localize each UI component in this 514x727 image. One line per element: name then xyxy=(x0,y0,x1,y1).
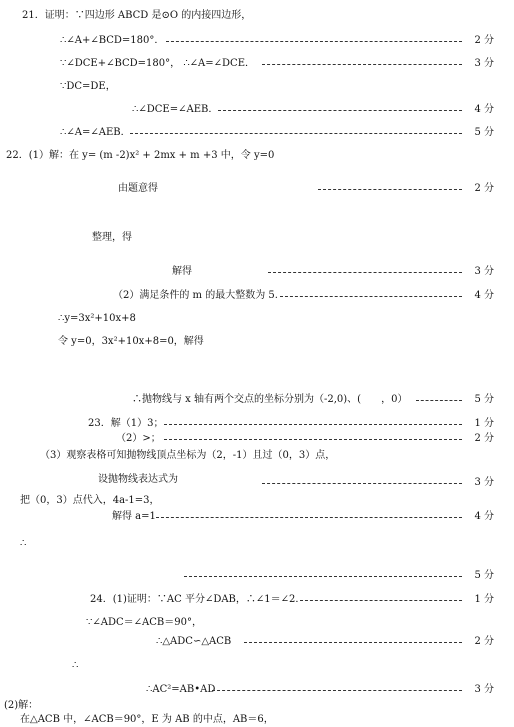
q24-step-b: ∴△ADC∽△ACB xyxy=(156,636,232,647)
q23-step-c: 设抛物线表达式为 xyxy=(98,474,178,485)
q24-step-c: ∴ xyxy=(72,660,79,671)
score-label: 1 分 xyxy=(474,418,494,429)
score-label: 4 分 xyxy=(474,104,494,115)
score-leader-13 xyxy=(184,570,494,582)
score-leader-14 xyxy=(300,594,494,606)
q23-step-f: ∴ xyxy=(20,538,27,549)
q22-step-d: （2）满足条件的 m 的最大整数为 5. xyxy=(113,290,278,301)
score-leader-7 xyxy=(280,290,494,302)
q22-step-f: 令 y=0，3x²+10x+8=0，解得 xyxy=(58,336,204,347)
score-leader-2 xyxy=(262,58,494,70)
score-label: 4 分 xyxy=(474,290,494,301)
score-label: 3 分 xyxy=(474,684,494,695)
q24-step-e: (2)解： xyxy=(4,700,39,711)
score-label: 3 分 xyxy=(474,477,494,488)
score-leader-1 xyxy=(166,35,494,47)
score-label: 2 分 xyxy=(474,433,494,444)
score-leader-15 xyxy=(244,636,494,648)
q22-step-b: 整理，得 xyxy=(92,232,132,243)
q21-heading: 21．证明：∵四边形 ABCD 是⊙O 的内接四边形， xyxy=(22,10,252,21)
score-label: 1 分 xyxy=(474,594,494,605)
q22-step-g: ∴抛物线与 x 轴有两个交点的坐标分别为（-2,0)、( ，0） xyxy=(132,394,408,405)
score-label: 5 分 xyxy=(474,394,494,405)
score-label: 3 分 xyxy=(474,266,494,277)
q23-step-d: 把（0，3）点代入，4a-1=3， xyxy=(20,495,160,506)
q22-step-e: ∴y=3x²+10x+8 xyxy=(58,313,136,324)
score-leader-3 xyxy=(218,104,494,116)
score-leader-5 xyxy=(318,183,494,195)
q21-step-b: ∵∠DCE+∠BCD=180°， ∴∠A=∠DCE． xyxy=(60,58,256,69)
score-leader-12 xyxy=(156,511,494,523)
score-label: 4 分 xyxy=(474,511,494,522)
score-label: 3 分 xyxy=(474,58,494,69)
q22-heading: 22．(1）解：在 y= (m -2)x² + 2mx + m +3 中，令 y=0 xyxy=(6,150,275,161)
q24-step-f: 在△ACB 中，∠ACB＝90°，E 为 AB 的中点，AB＝6， xyxy=(20,714,274,725)
score-leader-16 xyxy=(212,684,494,696)
q21-step-a: ∴∠A+∠BCD=180°． xyxy=(60,35,165,46)
q22-step-a: 由题意得 xyxy=(118,183,158,194)
q23-step-e: 解得 a=1 xyxy=(112,511,156,522)
score-leader-4 xyxy=(130,127,494,139)
score-label: 2 分 xyxy=(474,183,494,194)
q21-step-d: ∴∠DCE=∠AEB． xyxy=(132,104,219,115)
q23-step-a: （2）>； xyxy=(116,433,161,444)
q21-step-c: ∵DC=DE， xyxy=(60,81,116,92)
q22-step-c: 解得 xyxy=(172,266,192,277)
score-leader-8 xyxy=(416,394,494,406)
q21-step-e: ∴∠A=∠AEB． xyxy=(60,127,131,138)
score-label: 5 分 xyxy=(474,570,494,581)
q23-heading: 23．解（1）3； xyxy=(88,418,164,429)
q24-step-d: ∴AC²=AB•AD xyxy=(146,684,216,695)
q24-step-a: ∵∠ADC＝∠ACB＝90°， xyxy=(86,617,202,628)
q24-heading: 24．(1)证明：∵AC 平分∠DAB，∴∠1＝∠2． xyxy=(90,594,306,605)
score-leader-10 xyxy=(164,433,494,445)
score-label: 5 分 xyxy=(474,127,494,138)
q23-step-b: （3）观察表格可知抛物线顶点坐标为（2，-1）且过（0，3）点， xyxy=(40,450,336,461)
score-label: 2 分 xyxy=(474,636,494,647)
score-label: 2 分 xyxy=(474,35,494,46)
score-leader-11 xyxy=(262,477,494,489)
score-leader-6 xyxy=(268,266,494,278)
score-leader-9 xyxy=(164,418,494,430)
